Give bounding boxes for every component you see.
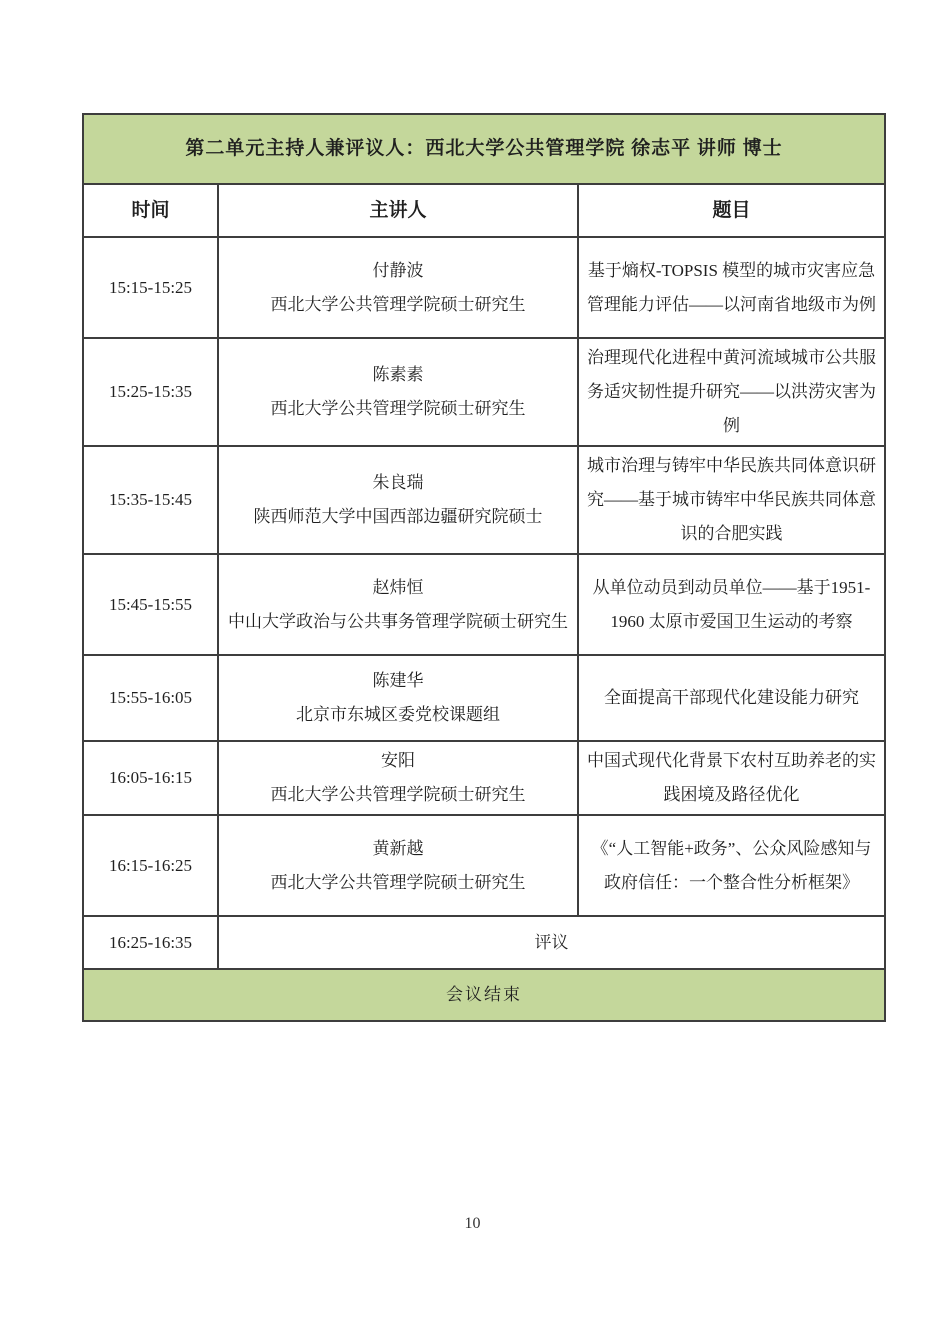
- speaker-cell: [218, 815, 578, 916]
- table-row: [83, 446, 885, 554]
- speaker-affiliation: 陕西师范大学中国西部边疆研究院硕士: [253, 507, 543, 526]
- speaker-affiliation: 西北大学公共管理学院硕士研究生: [270, 872, 526, 892]
- column-header-row: [83, 184, 885, 237]
- table-row: [83, 815, 885, 916]
- topic-cell: 全面提高干部现代化建设能力研究: [578, 655, 885, 741]
- unit-header-row: [83, 114, 885, 184]
- column-header-time: 时间: [83, 184, 218, 237]
- speaker-name: 陈素素: [372, 365, 424, 384]
- speaker-name: 朱良瑞: [372, 473, 424, 492]
- closing-row: [83, 969, 885, 1021]
- topic-cell: 治理现代化进程中黄河流域城市公共服务适灾韧性提升研究——以洪涝灾害为例: [578, 338, 885, 446]
- topic-cell: 从单位动员到动员单位——基于1951-1960 太原市爱国卫生运动的考察: [578, 554, 885, 655]
- unit-header: 第二单元主持人兼评议人：西北大学公共管理学院 徐志平 讲师 博士: [83, 114, 885, 184]
- speaker-affiliation: 北京市东城区委党校课题组: [296, 705, 500, 724]
- speaker-affiliation: 西北大学公共管理学院硕士研究生: [270, 399, 526, 418]
- topic-cell: 《“人工智能+政务”、公众风险感知与政府信任：一个整合性分析框架》: [578, 815, 885, 916]
- speaker-affiliation: 中山大学政治与公共事务管理学院硕士研究生: [228, 611, 568, 631]
- speaker-affiliation: 西北大学公共管理学院硕士研究生: [270, 785, 526, 804]
- time-cell: 15:35-15:45: [83, 446, 218, 554]
- speaker-cell: [218, 554, 578, 655]
- table-row: [83, 338, 885, 446]
- table-row: [83, 554, 885, 655]
- speaker-affiliation: 西北大学公共管理学院硕士研究生: [270, 294, 526, 314]
- table-row: [83, 655, 885, 741]
- topic-cell: 城市治理与铸牢中华民族共同体意识研究——基于城市铸牢中华民族共同体意识的合肥实践: [578, 446, 885, 554]
- speaker-cell: [218, 655, 578, 741]
- time-cell: 16:05-16:15: [83, 741, 218, 815]
- review-label: 评议: [218, 916, 885, 969]
- speaker-cell: [218, 741, 578, 815]
- topic-cell: 中国式现代化背景下农村互助养老的实践困境及路径优化: [578, 741, 885, 815]
- time-cell: 15:45-15:55: [83, 554, 218, 655]
- time-cell: 15:15-15:25: [83, 237, 218, 338]
- speaker-cell: [218, 446, 578, 554]
- closing-label: 会议结束: [83, 969, 885, 1021]
- time-cell: 15:25-15:35: [83, 338, 218, 446]
- topic-cell: 基于熵权-TOPSIS 模型的城市灾害应急管理能力评估——以河南省地级市为例: [578, 237, 885, 338]
- speaker-name: 安阳: [381, 751, 415, 770]
- table-row: [83, 741, 885, 815]
- review-row: [83, 916, 885, 969]
- speaker-name: 陈建华: [372, 671, 424, 690]
- speaker-name: 付静波: [372, 260, 424, 280]
- speaker-name: 赵炜恒: [372, 577, 424, 597]
- session-schedule-table: [82, 113, 886, 1022]
- page-number: 10: [464, 1215, 481, 1232]
- column-header-speaker: 主讲人: [218, 184, 578, 237]
- time-cell: 16:25-16:35: [83, 916, 218, 969]
- speaker-name: 黄新越: [372, 838, 424, 858]
- speaker-cell: [218, 338, 578, 446]
- column-header-topic: 题目: [578, 184, 885, 237]
- time-cell: 16:15-16:25: [83, 815, 218, 916]
- time-cell: 15:55-16:05: [83, 655, 218, 741]
- speaker-cell: [218, 237, 578, 338]
- table-row: [83, 237, 885, 338]
